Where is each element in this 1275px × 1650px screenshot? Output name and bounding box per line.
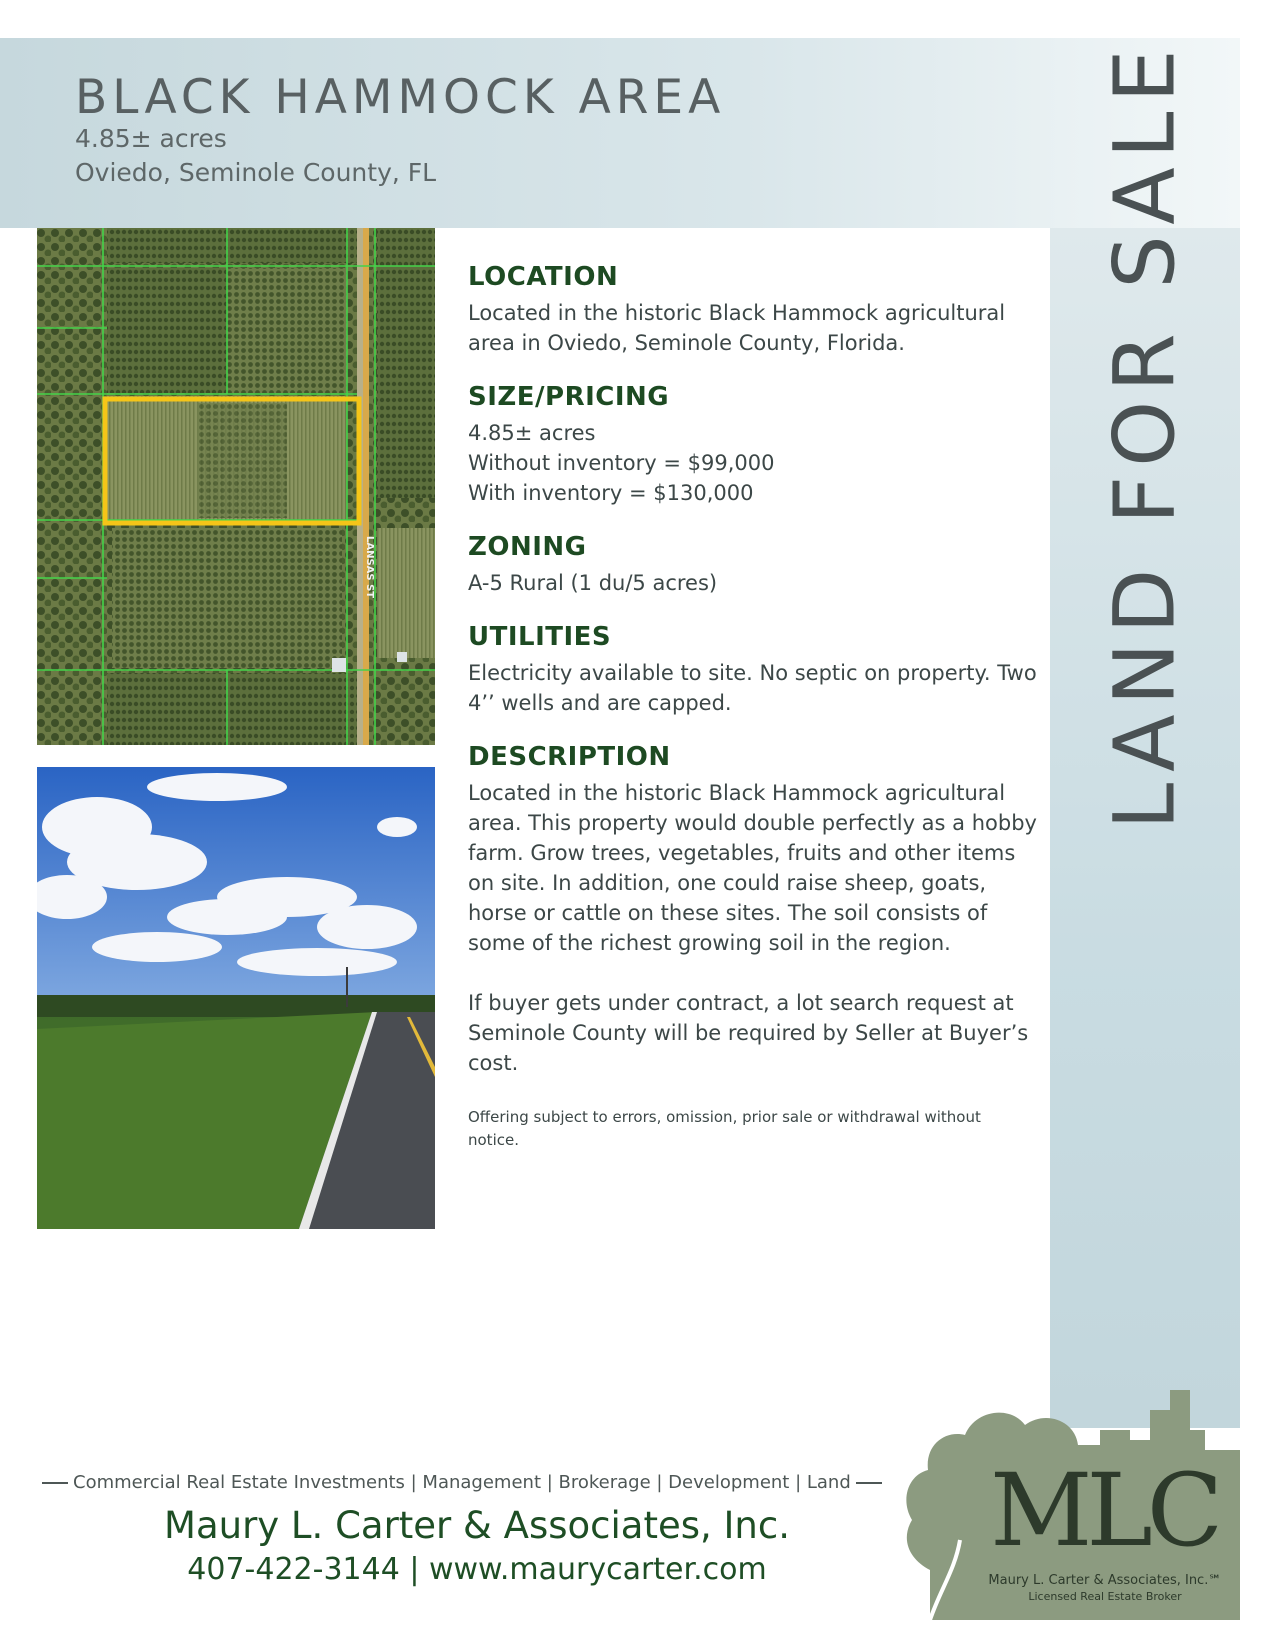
utilities-text: Electricity available to site. No septic on property. Two 4’’ wells and are capped. — [468, 661, 1037, 715]
footer-tagline — [37, 1472, 917, 1493]
location-subtitle: Oviedo, Seminole County, FL — [75, 158, 437, 187]
zoning-section — [468, 532, 1038, 598]
page-title: BLACK HAMMOCK AREA — [75, 70, 726, 125]
acreage-subtitle: 4.85± acres — [75, 124, 227, 153]
location-section — [468, 262, 1038, 358]
contact-info: 407-422-3144 | www.maurycarter.com — [187, 1552, 767, 1587]
zoning-text: A-5 Rural (1 du/5 acres) — [468, 571, 718, 595]
description-paragraph-2: If buyer gets under contract, a lot search request at Seminole County will be required by Seller at Buyer’s cost. — [468, 991, 1029, 1075]
location-heading: LOCATION — [468, 262, 619, 292]
price-without-inventory: Without inventory = $99,000 — [468, 451, 775, 475]
aerial-parcel-map — [37, 228, 435, 745]
utilities-heading: UTILITIES — [468, 622, 612, 652]
logo-company-name: Maury L. Carter & Associates, Inc.℠ — [988, 1573, 1222, 1588]
location-text: Located in the historic Black Hammock agricultural area in Oviedo, Seminole County, Florida. — [468, 301, 1006, 355]
tagline-rule-right — [856, 1482, 882, 1484]
size-pricing-section — [468, 382, 1038, 508]
description-paragraph-1: Located in the historic Black Hammock agricultural area. This property would double perfectly as a hobby farm. Grow trees, vegetables, fruits and other items on site. In addition, one could raise sheep, goats, horse or cattle on these sites. The soil consists of some of the richest growing soil in the region. — [468, 781, 1037, 955]
details-column — [468, 262, 1038, 1176]
land-for-sale-text: LAND FOR SALE — [1096, 40, 1194, 830]
street-label: LANSAS ST — [364, 536, 375, 599]
road-photo — [37, 767, 435, 1229]
price-with-inventory: With inventory = $130,000 — [468, 481, 754, 505]
description-heading: DESCRIPTION — [468, 742, 671, 772]
company-name: Maury L. Carter & Associates, Inc. — [164, 1504, 790, 1547]
zoning-heading: ZONING — [468, 532, 587, 562]
logo-subtitle: Licensed Real Estate Broker — [1028, 1590, 1182, 1603]
size-pricing-heading: SIZE/PRICING — [468, 382, 670, 412]
utilities-section — [468, 622, 1038, 718]
size-acreage: 4.85± acres — [468, 421, 596, 445]
tagline-text: Commercial Real Estate Investments | Management | Brokerage | Development | Land — [73, 1472, 851, 1493]
tagline-rule-left — [42, 1482, 68, 1484]
logo-letters: MLC — [990, 1452, 1218, 1569]
disclaimer-text: Offering subject to errors, omission, prior sale or withdrawal without notice. — [468, 1108, 981, 1149]
land-for-sale-banner — [1070, 40, 1220, 830]
description-section — [468, 742, 1038, 1152]
